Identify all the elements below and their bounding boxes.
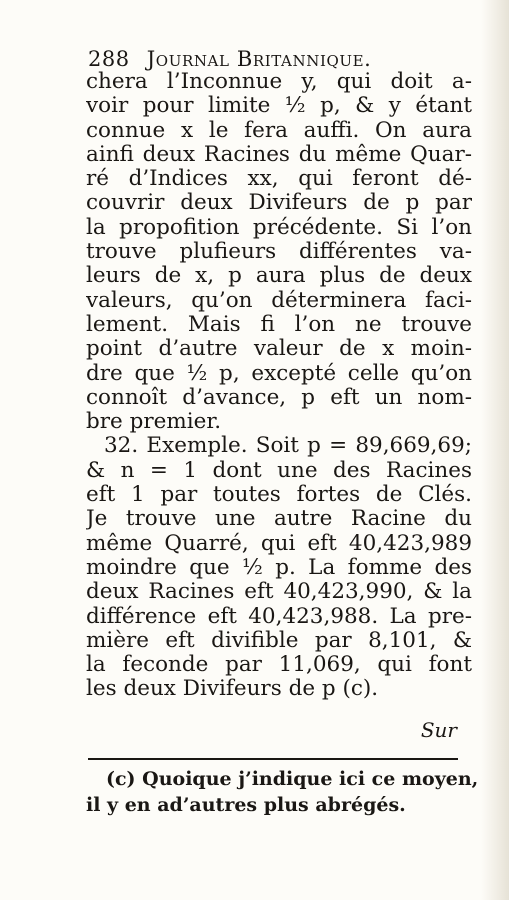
- footnote-line: (c) Quoique j’indique ici ce moyen,: [106, 768, 479, 790]
- page-number: 288: [88, 47, 130, 71]
- text-line: leurs de x, p aura plus de deux: [86, 264, 472, 289]
- text-line: deux Racines eft 40,423,990, & la: [86, 580, 472, 605]
- text-line: différence eft 40,423,988. La pre-: [86, 604, 472, 629]
- text-line: moindre que ½ p. La fomme des: [86, 555, 472, 580]
- text-line: la feconde par 11,069, qui font: [86, 653, 472, 678]
- text-line: valeurs, qu’on déterminera faci-: [86, 288, 472, 313]
- text-line: point d’autre valeur de x moin-: [86, 337, 472, 362]
- catchword: Sur: [420, 718, 457, 742]
- text-line: ré d’Indices xx, qui feront dé-: [86, 167, 472, 192]
- body-text: [86, 70, 472, 702]
- text-line: eft 1 par toutes fortes de Clés.: [86, 483, 472, 508]
- text-line: même Quarré, qui eft 40,423,989: [86, 531, 472, 556]
- running-header: [88, 46, 472, 72]
- text-line: la propofition précédente. Si l’on: [86, 215, 472, 240]
- text-line: couvrir deux Divifeurs de p par: [86, 191, 472, 216]
- page-gutter-shadow: [481, 0, 509, 900]
- text-line: 32. Exemple. Soit p = 89,669,69;: [104, 434, 472, 459]
- text-line: ainfi deux Racines du même Quar-: [86, 142, 472, 167]
- text-line: Je trouve une autre Racine du: [86, 507, 472, 532]
- text-line: connue x le fera auffi. On aura: [86, 118, 472, 143]
- text-line: les deux Divifeurs de p (c).: [86, 677, 379, 702]
- text-line: trouve plufieurs différentes va-: [86, 240, 472, 265]
- text-line: lement. Mais fi l’on ne trouve: [86, 312, 472, 337]
- footnote-line: il y en ad’autres plus abrégés.: [86, 794, 406, 816]
- text-line: & n = 1 dont une des Racines: [86, 458, 472, 483]
- text-line: chera l’Inconnue y, qui doit a-: [86, 70, 472, 94]
- footnote: [86, 766, 479, 818]
- text-line: connoît d’avance, p eft un nom-: [86, 385, 472, 410]
- footnote-divider: [88, 758, 458, 760]
- text-line: mière eft divifible par 8,101, &: [86, 628, 472, 653]
- text-line: dre que ½ p, excepté celle qu’on: [86, 361, 472, 386]
- running-title: Journal Britannique.: [146, 47, 372, 71]
- text-line: voir pour limite ½ p, & y étant: [86, 94, 472, 119]
- text-line: bre premier.: [86, 410, 222, 435]
